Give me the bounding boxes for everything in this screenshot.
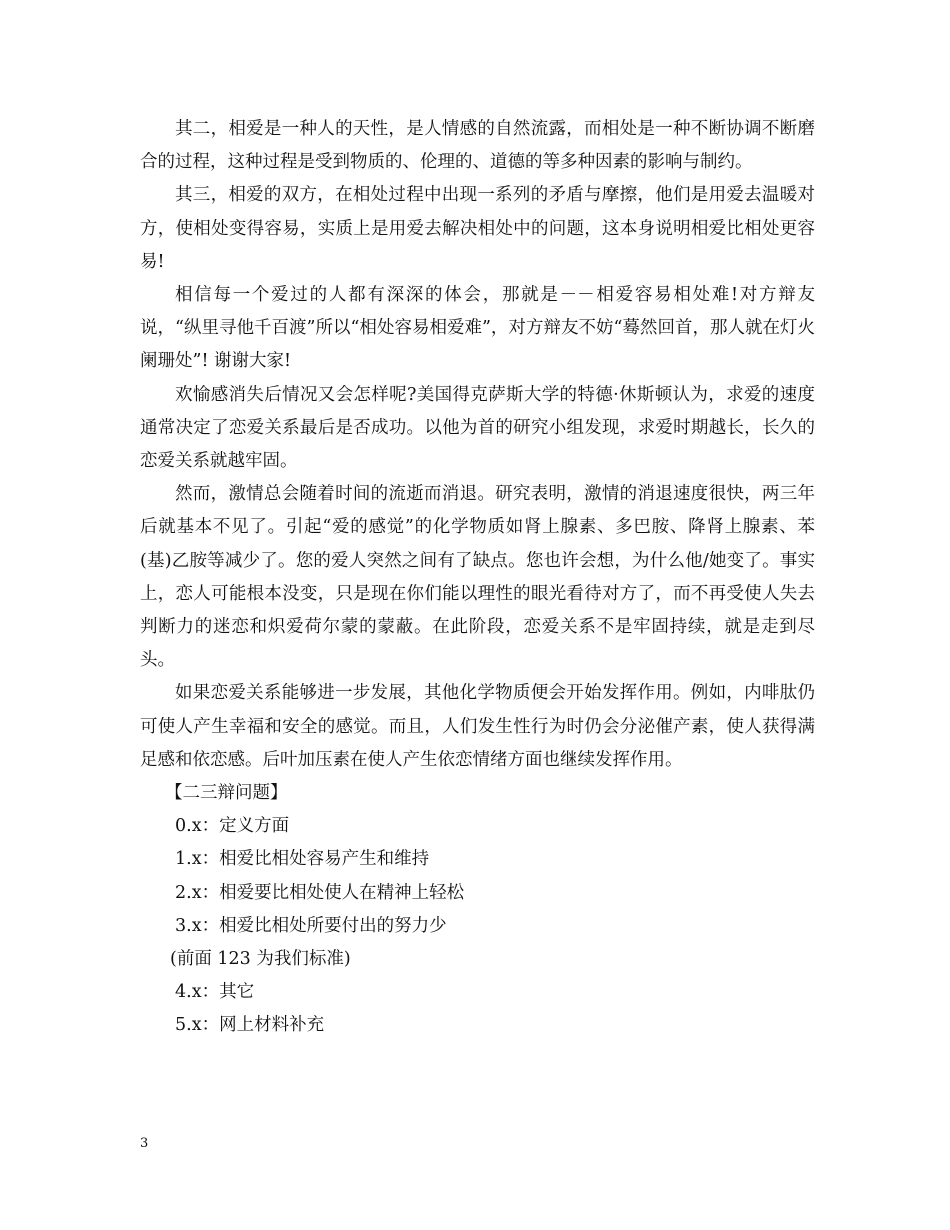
section-heading: 【二三辩问题】 (165, 783, 288, 804)
paragraph-6: 如果恋爱关系能够进一步发展，其他化学物质便会开始发挥作用。例如，内啡肽仍可使人产生幸福和安全的感觉。而且，人们发生性行为时仍会分泌催产素，使人获得满足感和依恋感。后叶加压素在使人产生依恋情绪方面也继续发挥作用。 (140, 683, 815, 770)
paragraph-3: 相信每一个爱过的人都有深深的体会，那就是－－相爱容易相处难!对方辩友说，“纵里寻他千百渡”所以“相处容易相爱难”，对方辩友不妨“蓦然回首，那人就在灯火阑珊处”! 谢谢大家! (140, 285, 815, 372)
list-item-4: 4.x：其它 (175, 982, 255, 1003)
document-body (140, 113, 815, 1043)
paragraph-4: 欢愉感消失后情况又会怎样呢?美国得克萨斯大学的特德·休斯顿认为，求爱的速度通常决定了恋爱关系最后是否成功。以他为首的研究小组发现，求爱时期越长，长久的恋爱关系就越牢固。 (140, 384, 815, 472)
standard-note: (前面 123 为我们标准) (170, 949, 351, 970)
list-item-2: 2.x：相爱要比相处使人在精神上轻松 (175, 882, 465, 903)
paragraph-1: 其二，相爱是一种人的天性，是人情感的自然流露，而相处是一种不断协调不断磨合的过程，这种过程是受到物质的、伦理的、道德的等多种因素的影响与制约。 (140, 119, 815, 173)
list-item-3: 3.x：相爱比相处所要付出的努力少 (175, 915, 447, 936)
paragraph-5: 然而，激情总会随着时间的流逝而消退。研究表明，激情的消退速度很快，两三年后就基本不见了。引起“爱的感觉”的化学物质如肾上腺素、多巴胺、降肾上腺素、苯(基)乙胺等减少了。您的爱人突然之间有了缺点。您也许会想，为什么他/她变了。事实上，恋人可能根本没变，只是现在你们能以理性的眼光看待对方了，而不再受使人失去判断力的迷恋和炽爱荷尔蒙的蒙蔽。在此阶段，恋爱关系不是牢固持续，就是走到尽头。 (140, 484, 815, 671)
page-number: 3 (140, 1136, 149, 1151)
list-item-0: 0.x：定义方面 (175, 816, 290, 837)
paragraph-2: 其三，相爱的双方，在相处过程中出现一系列的矛盾与摩擦，他们是用爱去温暖对方，使相处变得容易，实质上是用爱去解决相处中的问题，这本身说明相爱比相处更容易! (140, 185, 815, 272)
list-item-1: 1.x：相爱比相处容易产生和维持 (175, 849, 430, 870)
list-item-5: 5.x：网上材料补充 (175, 1015, 325, 1036)
